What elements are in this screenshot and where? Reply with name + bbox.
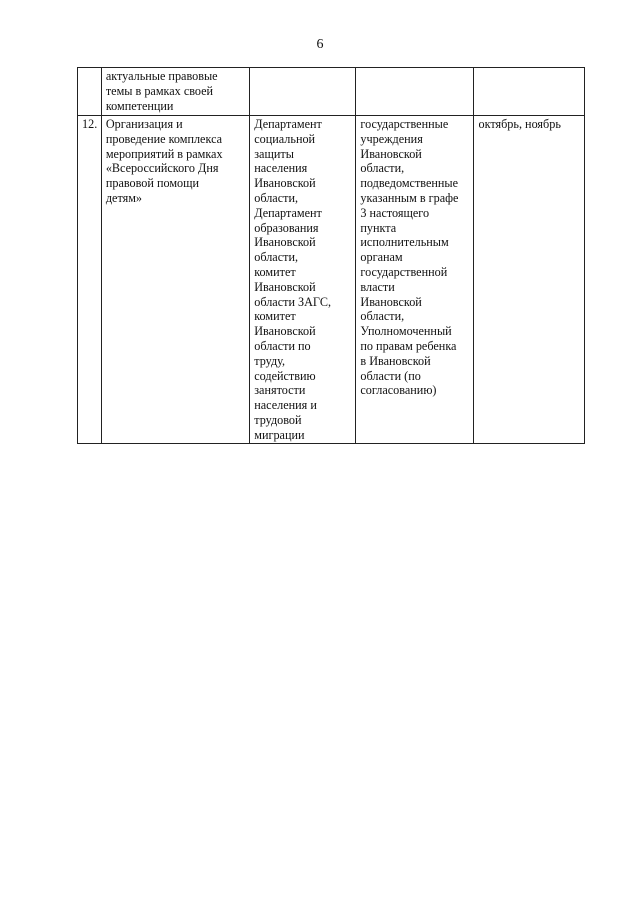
executors-cell: Департамент социальной защиты населения Ивановской области, Департамент образования Ивановской области, комитет Ивановской области ЗАГС, комитет Ивановской области по труду, содействию занятости населения и трудовой миграции [250,116,356,444]
participants-cell [356,68,474,116]
table-row [78,68,585,116]
table-row [78,116,585,444]
page-number: 6 [316,37,324,52]
participants-cell: государственные учреждения Ивановской области, подведомственные указанным в графе 3 настоящего пункта исполнительным органам государственной власти Ивановской области, Уполномоченный по правам ребенка в Ивановской области (по согласованию) [356,116,474,444]
executors-cell [250,68,356,116]
item-number-cell: 12. [78,116,102,444]
period-cell: октябрь, ноябрь [474,116,585,444]
measure-cell: актуальные правовые темы в рамках своей компетенции [101,68,249,116]
item-number-cell [78,68,102,116]
measure-cell: Организация и проведение комплекса мероприятий в рамках «Всероссийского Дня правовой помощи детям» [101,116,249,444]
period-cell [474,68,585,116]
plan-table [77,67,585,444]
